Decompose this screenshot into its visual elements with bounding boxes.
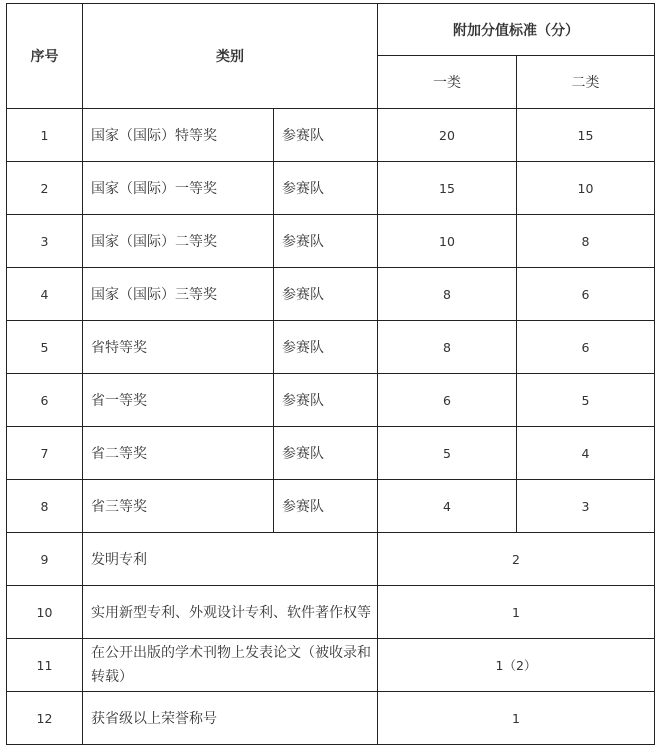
row-category: 国家（国际）三等奖 xyxy=(83,268,274,321)
row-class1: 10 xyxy=(378,215,517,268)
table-row xyxy=(7,162,655,215)
row-class2: 6 xyxy=(517,321,655,374)
table-row xyxy=(7,533,655,586)
row-sub: 参赛队 xyxy=(274,427,378,480)
row-class1: 5 xyxy=(378,427,517,480)
header-bonus-standard: 附加分值标准（分） xyxy=(378,4,655,56)
row-class2: 4 xyxy=(517,427,655,480)
row-category: 国家（国际）特等奖 xyxy=(83,109,274,162)
row-class1: 8 xyxy=(378,268,517,321)
header-seq: 序号 xyxy=(7,4,83,109)
row-sub: 参赛队 xyxy=(274,374,378,427)
table-row xyxy=(7,639,655,692)
header-class2: 二类 xyxy=(517,56,655,109)
table-row xyxy=(7,268,655,321)
row-category: 国家（国际）一等奖 xyxy=(83,162,274,215)
row-seq: 2 xyxy=(7,162,83,215)
table-row xyxy=(7,586,655,639)
header-category: 类别 xyxy=(83,4,378,109)
row-category: 省特等奖 xyxy=(83,321,274,374)
row-seq: 3 xyxy=(7,215,83,268)
row-class2: 5 xyxy=(517,374,655,427)
table-row xyxy=(7,215,655,268)
row-class1: 4 xyxy=(378,480,517,533)
row-class2: 8 xyxy=(517,215,655,268)
row-category: 在公开出版的学术刊物上发表论文（被收录和转载） xyxy=(83,639,378,692)
bonus-points-table xyxy=(6,3,655,745)
table-row xyxy=(7,692,655,745)
row-category: 实用新型专利、外观设计专利、软件著作权等 xyxy=(83,586,378,639)
row-category: 省三等奖 xyxy=(83,480,274,533)
row-seq: 12 xyxy=(7,692,83,745)
row-sub: 参赛队 xyxy=(274,215,378,268)
row-category: 省一等奖 xyxy=(83,374,274,427)
row-category: 发明专利 xyxy=(83,533,378,586)
row-class1: 8 xyxy=(378,321,517,374)
row-class1: 6 xyxy=(378,374,517,427)
table-row xyxy=(7,374,655,427)
row-sub: 参赛队 xyxy=(274,321,378,374)
row-category: 省二等奖 xyxy=(83,427,274,480)
row-seq: 4 xyxy=(7,268,83,321)
row-class1: 20 xyxy=(378,109,517,162)
header-row-1 xyxy=(7,4,655,56)
row-seq: 9 xyxy=(7,533,83,586)
header-class1: 一类 xyxy=(378,56,517,109)
row-class1: 15 xyxy=(378,162,517,215)
row-class2: 10 xyxy=(517,162,655,215)
row-category: 获省级以上荣誉称号 xyxy=(83,692,378,745)
row-class2: 15 xyxy=(517,109,655,162)
row-seq: 7 xyxy=(7,427,83,480)
table-row xyxy=(7,321,655,374)
row-sub: 参赛队 xyxy=(274,268,378,321)
row-seq: 5 xyxy=(7,321,83,374)
row-class2: 3 xyxy=(517,480,655,533)
row-value: 1 xyxy=(378,692,655,745)
row-seq: 6 xyxy=(7,374,83,427)
row-seq: 1 xyxy=(7,109,83,162)
row-value: 1 xyxy=(378,586,655,639)
row-category: 国家（国际）二等奖 xyxy=(83,215,274,268)
row-sub: 参赛队 xyxy=(274,109,378,162)
row-value: 2 xyxy=(378,533,655,586)
row-seq: 10 xyxy=(7,586,83,639)
row-sub: 参赛队 xyxy=(274,480,378,533)
row-seq: 8 xyxy=(7,480,83,533)
table-row xyxy=(7,480,655,533)
row-seq: 11 xyxy=(7,639,83,692)
row-value: 1（2） xyxy=(378,639,655,692)
row-class2: 6 xyxy=(517,268,655,321)
row-sub: 参赛队 xyxy=(274,162,378,215)
table-row xyxy=(7,427,655,480)
table-row xyxy=(7,109,655,162)
